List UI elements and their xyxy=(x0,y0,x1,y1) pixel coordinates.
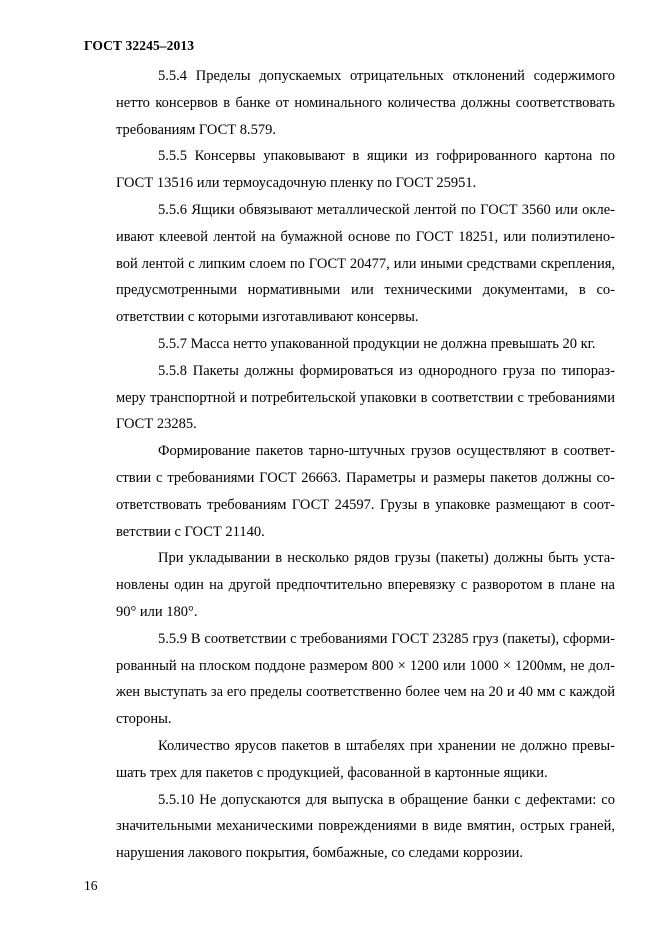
paragraph-5-5-8: 5.5.8 Пакеты должны формироваться из однородного груза по типоразмеру транспортной и потребительской упаковки в соответствии с требованиями ГОСТ 23285. xyxy=(116,362,615,433)
document-header-code: ГОСТ 32245–2013 xyxy=(84,38,195,53)
paragraph-5-5-6: 5.5.6 Ящики обвязывают металлической лентой по ГОСТ 3560 или оклеивают клеевой лентой на бумажной основе по ГОСТ 18251, или полиэтиленовой лентой с липким слоем по ГОСТ 20477, или иными средствами скрепления, предусмотренными нормативными или техническими документами, в соответствии с которыми изготавливают консервы. xyxy=(116,201,615,326)
paragraph-5-5-5: 5.5.5 Консервы упаковывают в ящики из гофрированного картона по ГОСТ 13516 или термоусадочную пленку по ГОСТ 25951. xyxy=(116,148,615,192)
page-number: 16 xyxy=(84,878,98,893)
paragraph-5-5-9: 5.5.9 В соответствии с требованиями ГОСТ 23285 груз (пакеты), сформированный на плоском поддоне размером 800 × 1200 или 1000 × 1200мм, не должен выступать за его пределы соответственно более чем на 20 и 40 мм с каждой стороны. xyxy=(116,630,615,728)
paragraph-package-forming: Формирование пакетов тарно-штучных грузов осуществляют в соответствии с требованиями ГОСТ 26663. Параметры и размеры пакетов должны соответствовать требованиям ГОСТ 24597. Грузы в упаковке размещают в соответствии с ГОСТ 21140. xyxy=(116,443,615,540)
paragraph-stacking-rows: При укладывании в несколько рядов грузы (пакеты) должны быть установлены один на другой предпочтительно вперевязку с разворотом в плане на 90° или 180°. xyxy=(116,550,615,620)
paragraph-5-5-4: 5.5.4 Пределы допускаемых отрицательных отклонений содержимого нетто консервов в банке от номинального количества должны соответствовать требованиям ГОСТ 8.579. xyxy=(116,68,615,138)
paragraph-tiers-count: Количество ярусов пакетов в штабелях при хранении не должно превышать трех для пакетов с продукцией, фасованной в картонные ящики. xyxy=(116,737,615,781)
document-body xyxy=(116,63,615,867)
paragraph-5-5-7: 5.5.7 Масса нетто упакованной продукции не должна превышать 20 кг. xyxy=(158,335,596,352)
paragraph-5-5-10: 5.5.10 Не допускаются для выпуска в обращение банки с дефектами: со значительными механическими повреждениями в виде вмятин, острых граней, нарушения лакового покрытия, бомбажные, со следами коррозии. xyxy=(116,791,615,862)
